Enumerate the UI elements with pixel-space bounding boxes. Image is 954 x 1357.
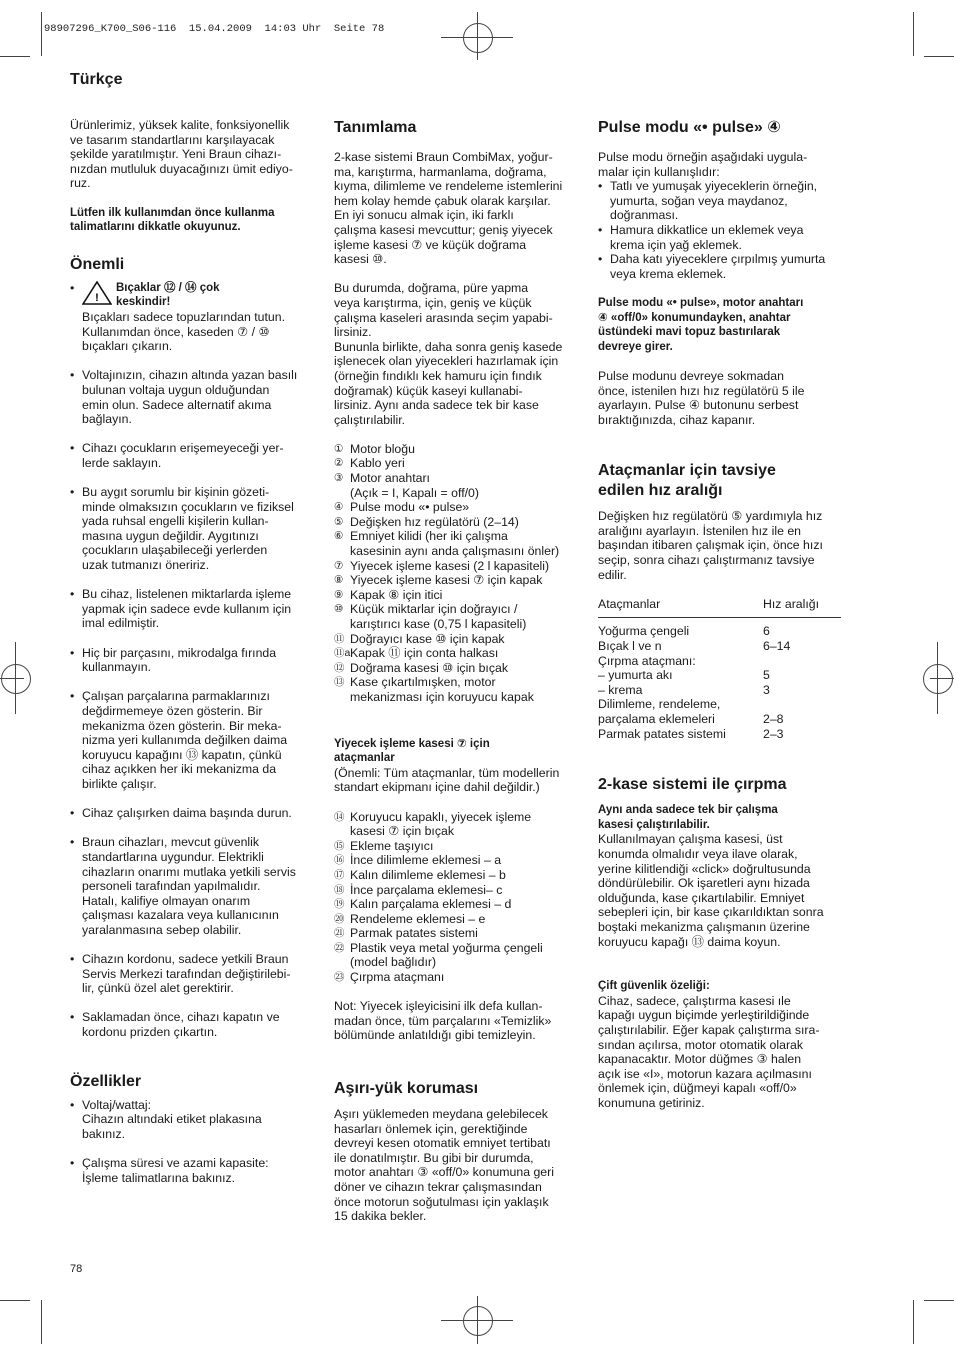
- part-item: [334, 456, 579, 471]
- pulse-item: [598, 223, 843, 252]
- item-text: Yiyecek işleme kasesi (2 l kapasiteli): [350, 558, 550, 573]
- list-item-line: • Voltajınızın, cihazın altında yazan basılı: [82, 368, 298, 383]
- warning-text: [82, 310, 315, 354]
- two-bowl-heading: 2-kase sistemi ile çırpma: [598, 776, 787, 794]
- intro-paragraph: [70, 118, 315, 191]
- list-item-line: Hatalı, kalifiye olmayan onarım: [82, 893, 251, 908]
- part-item: [334, 588, 579, 603]
- attachment-item: [334, 912, 579, 927]
- list-item-line: personeli tarafından yapılmalıdır.: [82, 879, 261, 894]
- item-text: Kablo yeri: [350, 456, 405, 471]
- list-item-line: bakınız.: [82, 1126, 126, 1141]
- attachment-cell: – yumurta akı: [598, 668, 673, 683]
- list-item-line: • Cihaz çalışırken daima başında durun.: [82, 806, 292, 821]
- svg-text:!: • !: [95, 291, 99, 304]
- text-line: kapanacaktır. Motor düğmes ③ halen: [598, 1052, 802, 1067]
- pulse-item: [598, 179, 843, 223]
- item-number: ㉑: [334, 927, 345, 940]
- speed-cell: 6: [763, 624, 770, 639]
- item-text: Yiyecek işleme kasesi ⑦ için kapak: [350, 573, 543, 588]
- part-item: [334, 442, 579, 457]
- item-text: Çırpma ataçmanı: [350, 970, 445, 985]
- item-number: ⑩: [334, 603, 344, 616]
- part-item: [334, 573, 579, 588]
- part-item: [334, 500, 579, 515]
- attachments-list: [334, 810, 579, 985]
- column-1: [70, 118, 315, 1185]
- item-text: Kalın dilimleme eklemesi – b: [350, 867, 506, 882]
- text-line: koruyucu kapağı ⑬ daima koyun.: [598, 934, 781, 949]
- text-line: Cihaz, sadece, çalıştırma kasesi ıle: [598, 993, 791, 1008]
- attachment-item: [334, 897, 579, 912]
- text-line: hasarları önlemek için, gerektiğinde: [334, 1121, 528, 1136]
- list-item-line: değdirmemeye özen gösterin. Bir: [82, 703, 263, 718]
- feature-item: [70, 1156, 315, 1185]
- pulse-heading: Pulse modu «• pulse» ④: [598, 119, 781, 136]
- tanimlama-heading: Tanımlama: [334, 119, 417, 136]
- feature-item: [70, 1098, 315, 1142]
- attachment-cell: Parmak patates sistemi: [598, 726, 726, 741]
- item-text: Doğrayıcı kase ⑩ için kapak: [350, 631, 505, 646]
- item-number: ②: [334, 457, 344, 470]
- speed-range-paragraph: [598, 509, 843, 582]
- list-item-line: • Tatlı ve yumuşak yiyeceklerin örneğin,: [610, 179, 818, 194]
- list-item-line: • Braun cihazları, mevcut güvenlik: [82, 835, 260, 850]
- text-line: döner ve cihazın tekrar çalışmasından: [334, 1180, 542, 1194]
- text-line: doğramak) küçük kaseyi kullanabi-: [334, 383, 523, 398]
- item-text: Emniyet kilidi (her iki çalışma: [350, 529, 508, 544]
- text-line: Bununla birlikte, daha sonra geniş kasede: [334, 339, 563, 354]
- attachment-item: [334, 868, 579, 883]
- two-bowl-bold: [598, 803, 843, 832]
- item-text: Motor anahtarı: [350, 471, 430, 486]
- text-line: konumda olmalıdır veya ilave olarak,: [598, 846, 798, 861]
- attachment-cell: Çırpma ataçmanı:: [598, 653, 696, 668]
- list-item-line: Servis Merkezi tarafından değiştirilebi-: [82, 966, 291, 981]
- list-item-line: • Bu aygıt sorumlu bir kişinin gözeti-: [82, 485, 270, 500]
- heading-line: edilen hız aralığı: [598, 482, 723, 500]
- part-item: [334, 602, 579, 631]
- item-text: İnce dilimleme eklemesi – a: [350, 853, 502, 868]
- speed-cell: 5: [763, 668, 770, 683]
- attachment-item: [334, 941, 579, 970]
- features-list: [70, 1098, 315, 1186]
- item-number: ⑯: [334, 854, 345, 867]
- text-line: (Önemli: Tüm ataçmanlar, tüm modellerin: [334, 765, 560, 780]
- text-line: kıyma, dilimleme ve rendeleme istemlerini: [334, 179, 563, 194]
- text-line: veya karıştırma, için, geniş ve küçük: [334, 295, 532, 310]
- item-text: Değişken hız regülatörü (2–14): [350, 514, 519, 529]
- attachment-cell: Yoğurma çengeli: [598, 624, 690, 639]
- speed-table-row: [598, 668, 841, 683]
- item-text: Motor bloğu: [350, 441, 415, 456]
- speed-table-row: [598, 697, 841, 712]
- item-number: ⑪a: [334, 647, 351, 660]
- list-item-line: • Çalışan parçalarına parmaklarınızı: [82, 689, 270, 704]
- list-item-line: • Hiç bir parçasını, mikrodalga fırında: [82, 645, 277, 660]
- item-text: karıştırıcı kase (0,75 l kapasiteli): [350, 617, 527, 631]
- list-item-line: yapmak için sadece evde kullanım için: [82, 601, 292, 616]
- attachment-item: [334, 810, 579, 839]
- list-item-line: koruyucu kapağını ⑬ kapatın, çünkü: [82, 747, 282, 762]
- safety-item: [70, 646, 315, 675]
- item-text: mekanizması için koruyucu kapak: [350, 689, 534, 704]
- item-text: (Açık = I, Kapalı = off/0): [350, 485, 479, 500]
- heading-line: Ataçmanlar için tavsiye: [598, 462, 776, 480]
- list-item-line: minde olmaksızın çocukların ve fiziksel: [82, 499, 294, 514]
- text-line: (örneğin fındıklı kek hamuru için fındık: [334, 368, 542, 383]
- text-line: Kullanımdan önce, kaseden ⑦ / ⑩: [82, 324, 270, 339]
- part-item: [334, 646, 579, 661]
- double-safety-heading: Çift güvenlik özeliği:: [598, 980, 710, 993]
- speed-table-row: [598, 727, 841, 742]
- item-number: ⑮: [334, 839, 345, 852]
- text-line: ile donatılmıştır. Bu gibi bir durumda,: [334, 1150, 534, 1165]
- crop-mark: [924, 56, 954, 57]
- safety-item: [70, 368, 315, 426]
- item-number: ⑳: [334, 912, 345, 925]
- intro-bold-note: [70, 206, 315, 235]
- safety-item: [70, 485, 315, 573]
- text-line: konumuna getiriniz.: [598, 1095, 705, 1110]
- safety-item: [70, 587, 315, 631]
- text-line: Pulse modu örneğin aşağıdaki uygula-: [598, 150, 808, 164]
- list-item-line: cihazların onarımı mutlaka yetkili servis: [82, 864, 296, 879]
- item-text: Kalın parçalama eklemesi – d: [350, 897, 512, 912]
- safety-item: [70, 835, 315, 937]
- list-item-line: lerde saklayın.: [82, 455, 162, 470]
- item-text: Pulse modu «• pulse»: [350, 500, 470, 515]
- table-header-speed: Hız aralığı: [763, 596, 820, 611]
- part-item: [334, 675, 579, 704]
- list-item-line: • Saklamadan önce, cihazı kapatın ve: [82, 1010, 280, 1025]
- text-line: çalışma kaseleri arasında seçim yapabi-: [334, 310, 553, 325]
- text-line: malar için kullanışlıdır:: [598, 164, 720, 179]
- table-header-attachment: Ataçmanlar: [598, 596, 661, 611]
- crop-mark: [924, 1300, 954, 1301]
- safety-item: [70, 689, 315, 791]
- list-item-line: • Hamura dikkatlice un eklemek veya: [610, 222, 804, 237]
- crop-mark: [0, 56, 30, 57]
- speed-table-row: [598, 683, 841, 698]
- attachment-item: [334, 926, 579, 941]
- list-item-line: çalışması kazalara veya kullanıcının: [82, 908, 279, 923]
- item-number: ⑱: [334, 883, 345, 896]
- attachment-cell: Bıçak l ve n: [598, 639, 662, 654]
- speed-range-heading: [598, 461, 843, 501]
- parts-list: [334, 442, 579, 705]
- list-item-line: bağlayın.: [82, 412, 132, 427]
- warning-bold: [116, 281, 220, 310]
- item-text: İnce parçalama eklemesi– c: [350, 882, 503, 897]
- text-line: bölümünde anlatıldığı gibi temizleyin.: [334, 1028, 536, 1043]
- item-number: ㉒: [334, 941, 345, 954]
- pulse-bold-note: [598, 296, 843, 354]
- crop-mark: [0, 1300, 30, 1301]
- list-item-line: doğranması.: [610, 208, 679, 223]
- text-line: yerine kilitlendiği «click» doğrultusunda: [598, 861, 811, 876]
- item-text: Kapak ⑧ için itici: [350, 587, 443, 602]
- text-line: işleme kasesi ⑦ ve küçük doğrama: [334, 237, 527, 252]
- text-line: Bıçakları sadece topuzlarından tutun.: [82, 309, 286, 324]
- safety-list: [70, 368, 315, 1039]
- list-item-line: imal edilmiştir.: [82, 616, 160, 631]
- list-item-line: lir, çünkü özel alet gerektirir.: [82, 981, 234, 996]
- text-line: devreyi kesen otomatik emniyet tertibatı: [334, 1136, 551, 1151]
- text-line: Kullanılmayan çalışma kasesi, üst: [598, 832, 783, 847]
- item-text: Kapak ⑪ için conta halkası: [350, 646, 499, 661]
- text-line: boştaki mekanizma çalışmanın üzerine: [598, 919, 810, 934]
- speed-table-row: [598, 639, 841, 654]
- text-line: ve tasarım standartlarını karşılayacak: [70, 132, 275, 147]
- text-line: 15 dakika bekler.: [334, 1209, 427, 1224]
- text-line: Pulse modu «• pulse», motor anahtarı: [598, 296, 804, 309]
- list-item-line: çocukların ulaşabileceği yerlerden: [82, 543, 268, 558]
- list-item-line: krema için yağ eklemek.: [610, 237, 742, 252]
- item-text: (model bağlıdır): [350, 955, 437, 970]
- text-line: çalışma kasesi mevcuttur; geniş yiyecek: [334, 222, 553, 237]
- list-item-line: birlikte çalışır.: [82, 776, 157, 791]
- page-number: 78: [70, 1263, 83, 1275]
- text-line: olduğunda, kase çıkartılabilir. Emniyet: [598, 890, 805, 905]
- description-paragraph-1: [334, 150, 579, 267]
- item-number: ㉓: [334, 971, 345, 984]
- pulse-item: [598, 252, 843, 281]
- part-item: [334, 661, 579, 676]
- overload-paragraph: [334, 1107, 579, 1224]
- text-line: ayarlayın. Pulse ④ butonunu serbest: [598, 398, 799, 413]
- item-text: Koruyucu kapaklı, yiyecek işleme: [350, 809, 532, 824]
- list-item-line: bulunan voltaja uygun olduğundan: [82, 382, 270, 397]
- item-text: kasesinin aynı anda çalışmasını önler): [350, 544, 560, 559]
- text-line: Not: Yiyecek işleyicisini ilk defa kullan-: [334, 999, 543, 1014]
- item-number: ⑦: [334, 559, 344, 572]
- warning-list: [70, 281, 315, 354]
- item-text: Küçük miktarlar için doğrayıcı /: [350, 602, 518, 617]
- text-line: sebepleri için, bir kase çıkarıldıktan sonra: [598, 905, 824, 920]
- item-text: Kase çıkartılmışken, motor: [350, 675, 496, 690]
- speed-cell: [763, 654, 841, 669]
- text-line: lirsiniz. Aynı anda sadece tek bir kase: [334, 398, 539, 413]
- attachment-cell: – krema: [598, 682, 643, 697]
- attachment-cell: Dilimleme, rendeleme,: [598, 697, 721, 712]
- text-line: motor anahtarı ③ «off/0» konumuna geri: [334, 1165, 554, 1180]
- text-line: başından itibaren çalışmak için, önce hızı: [598, 538, 823, 553]
- text-line: seçip, sonra cihazı çalıştırmanız tavsiye: [598, 553, 815, 568]
- item-number: ⑧: [334, 574, 344, 587]
- ozellikler-heading: Özellikler: [70, 1072, 142, 1090]
- text-line: önce, istenilen hızı hız regülatörü 5 ile: [598, 383, 805, 398]
- text-line: üstündeki mavi topuz bastırılarak: [598, 326, 781, 339]
- text-line: Lütfen ilk kullanımdan önce kullanma: [70, 206, 275, 219]
- safety-item: [70, 1010, 315, 1039]
- attachment-item: [334, 853, 579, 868]
- part-item: [334, 529, 579, 558]
- text-line: 2-kase sistemi Braun CombiMax, yoğur-: [334, 150, 553, 164]
- column-3: [598, 118, 843, 1110]
- pulse-paragraph: [598, 369, 843, 427]
- speed-table: [598, 597, 841, 743]
- text-line: aralığını ayarlayın. İstenilen hız ile en: [598, 523, 802, 538]
- text-line: edilir.: [598, 567, 627, 582]
- double-safety-paragraph: [598, 994, 843, 1111]
- text-line: ruz.: [70, 176, 91, 191]
- text-line: kasesi ⑩.: [334, 252, 387, 267]
- attachment-item: [334, 839, 579, 854]
- text-line: madan önce, tüm parçalarını «Temizlik»: [334, 1013, 552, 1028]
- item-text: Parmak patates sistemi: [350, 926, 478, 941]
- text-line: Bu durumda, doğrama, püre yapma: [334, 281, 529, 296]
- note-paragraph: [334, 999, 579, 1043]
- list-item-line: İşleme talimatlarına bakınız.: [82, 1170, 236, 1185]
- list-item-line: • Voltaj/wattaj:: [82, 1097, 152, 1112]
- part-item: [334, 559, 579, 574]
- item-number: ①: [334, 442, 344, 455]
- text-line: bıraktığınızda, cihaz kapanır.: [598, 412, 756, 427]
- item-text: Ekleme taşıyıcı: [350, 838, 434, 853]
- list-item-line: mekanizma özen gösterin. Bir meka-: [82, 718, 282, 733]
- item-number: ⑰: [334, 868, 345, 881]
- language-heading: Türkçe: [70, 71, 123, 88]
- text-line: önce motorun soğutulması için yaklaşık: [334, 1194, 549, 1209]
- crop-mark: [913, 1300, 914, 1344]
- asiri-yuk-heading: Aşırı-yük koruması: [334, 1080, 479, 1098]
- list-item-line: • Daha katı yiyeceklere çırpılmış yumurta: [610, 252, 826, 267]
- warning-triangle-icon: [82, 281, 112, 305]
- list-item-line: masına uygun değildir. Aygıtınızı: [82, 528, 259, 543]
- attachment-cell: parçalama eklemeleri: [598, 712, 715, 726]
- list-item-line: yaralanmasına sebep olabilir.: [82, 922, 242, 937]
- text-line: Değişken hız regülatörü ⑤ yardımıyla hız: [598, 509, 823, 524]
- speed-table-row: [598, 654, 841, 669]
- safety-item: [70, 806, 315, 821]
- description-paragraph-2: [334, 281, 579, 427]
- safety-item: [70, 441, 315, 470]
- list-item-line: Cihazın altındaki etiket plakasına: [82, 1112, 262, 1127]
- crop-mark: [913, 12, 914, 56]
- item-text: Plastik veya metal yoğurma çengeli: [350, 940, 543, 955]
- text-line: Bıçaklar ⑫ / ⑭ çok: [116, 281, 220, 294]
- text-line: Aşırı yüklemeden meydana gelebilecek: [334, 1107, 548, 1122]
- item-number: ⑨: [334, 588, 344, 601]
- crop-mark: [41, 1300, 42, 1344]
- speed-cell: 2–8: [763, 712, 784, 726]
- text-line: bıçakları çıkarın.: [82, 339, 173, 354]
- list-item-line: emin olun. Sadece alternatif akıma: [82, 397, 272, 412]
- column-2: [334, 118, 579, 1224]
- list-item-line: kullanmayın.: [82, 660, 152, 675]
- item-number: ⑲: [334, 898, 345, 911]
- text-line: işlenecek olan yiyecekleri hazırlamak için: [334, 354, 559, 369]
- speed-cell: 3: [763, 682, 770, 697]
- text-line: Ürünlerimiz, yüksek kalite, fonksiyonellik: [70, 118, 290, 132]
- item-number: ⑥: [334, 530, 344, 543]
- list-item-line: veya krema eklemek.: [610, 266, 727, 281]
- attachment-item: [334, 883, 579, 898]
- speed-cell: 2–3: [763, 726, 784, 741]
- text-line: çalıştırılabilir. Eğer kapak çalıştırma sıra-: [598, 1022, 820, 1037]
- list-item-line: yumurta, soğan veya maydanoz,: [610, 193, 788, 208]
- text-line: açık ise «I», motorun kazara açılmasını: [598, 1066, 812, 1081]
- speed-table-row: [598, 624, 841, 639]
- item-number: ③: [334, 472, 344, 485]
- text-line: talimatlarını dikkatle okuyunuz.: [70, 221, 241, 234]
- text-line: ma, karıştırma, harmanlama, doğrama,: [334, 164, 547, 179]
- print-slug: 98907296_K700_S06-116 15.04.2009 14:03 Uhr Seite 78: [44, 23, 385, 35]
- list-item-line: kordonu prizden çıkartın.: [82, 1025, 218, 1040]
- text-line: nızdan mutluluk duyacağınızı ümit ediyo-: [70, 161, 293, 176]
- text-line: devreye girer.: [598, 340, 673, 353]
- text-line: keskindir!: [116, 296, 171, 309]
- list-item-line: yada ruhsal engelli kişilerin kullan-: [82, 514, 269, 529]
- bowl-attachments-note: [334, 766, 579, 795]
- item-number: ⑭: [334, 810, 345, 823]
- warning-item: [70, 281, 315, 354]
- text-line: döndürülebilir. Ok işaretleri aynı hizada: [598, 876, 810, 891]
- part-item: [334, 632, 579, 647]
- text-line: ④ «off/0» konumundayken, anahtar: [598, 311, 791, 324]
- text-line: standart ekipmanı içine dahil değildir.): [334, 780, 540, 795]
- pulse-list: [598, 179, 843, 281]
- list-item-line: nizma yeri kullanımda değilken daima: [82, 733, 288, 748]
- attachment-item: [334, 970, 579, 985]
- list-item-line: • Cihazın kordonu, sadece yetkili Braun: [82, 952, 289, 967]
- item-number: ⑫: [334, 661, 345, 674]
- item-text: kasesi ⑦ için bıçak: [350, 824, 454, 839]
- crop-mark: [41, 12, 42, 56]
- text-line: Aynı anda sadece tek bir çalışma: [598, 804, 778, 817]
- text-line: kasesi çalıştırılabilir.: [598, 818, 710, 831]
- text-line: çalıştırılabilir.: [334, 412, 406, 427]
- bowl-attachments-heading: [334, 737, 579, 766]
- item-text: Rendeleme eklemesi – e: [350, 911, 486, 926]
- item-number: ⑤: [334, 515, 344, 528]
- item-number: ⑪: [334, 632, 345, 645]
- item-number: ⑬: [334, 676, 345, 689]
- list-item-line: • Bu cihaz, listelenen miktarlarda işleme: [82, 587, 292, 602]
- pulse-intro: [598, 150, 843, 179]
- list-item-line: cihaz açıkken her iki mekanizma da: [82, 762, 277, 777]
- text-line: Pulse modunu devreye sokmadan: [598, 368, 784, 383]
- list-item-line: • Cihazı çocukların erişemeyeceği yer-: [82, 441, 284, 456]
- text-line: kapağı uygun biçimde yerleştirildiğinde: [598, 1008, 810, 1023]
- text-line: Yiyecek işleme kasesi ⑦ için: [334, 737, 490, 750]
- item-number: ④: [334, 501, 344, 514]
- text-line: sından açılırsa, motor otomatik olarak: [598, 1037, 804, 1052]
- two-bowl-paragraph: [598, 832, 843, 949]
- onemli-heading: Önemli: [70, 255, 125, 273]
- part-item: [334, 471, 579, 500]
- text-line: önlemek için, düğmeyi kapalı «off/0»: [598, 1081, 797, 1096]
- text-line: hem kolay hemde çabuk olarak karşılar.: [334, 193, 551, 208]
- list-item-line: standartlarına uygundur. Elektrikli: [82, 849, 264, 864]
- item-text: Doğrama kasesi ⑩ için bıçak: [350, 660, 508, 675]
- speed-cell: [763, 697, 841, 712]
- list-item-line: uzak tutmanızı öneririz.: [82, 558, 210, 573]
- part-item: [334, 515, 579, 530]
- text-line: lirsiniz.: [334, 325, 372, 340]
- text-line: şekilde yaratılmıştır. Yeni Braun cihazı-: [70, 147, 282, 162]
- text-line: ataçmanlar: [334, 752, 395, 765]
- speed-table-row: [598, 712, 841, 727]
- text-line: En iyi sonucu almak için, iki farklı: [334, 208, 514, 223]
- safety-item: [70, 952, 315, 996]
- speed-cell: 6–14: [763, 639, 791, 654]
- list-item-line: • Çalışma süresi ve azami kapasite:: [82, 1156, 269, 1170]
- speed-table-header: [598, 597, 841, 618]
